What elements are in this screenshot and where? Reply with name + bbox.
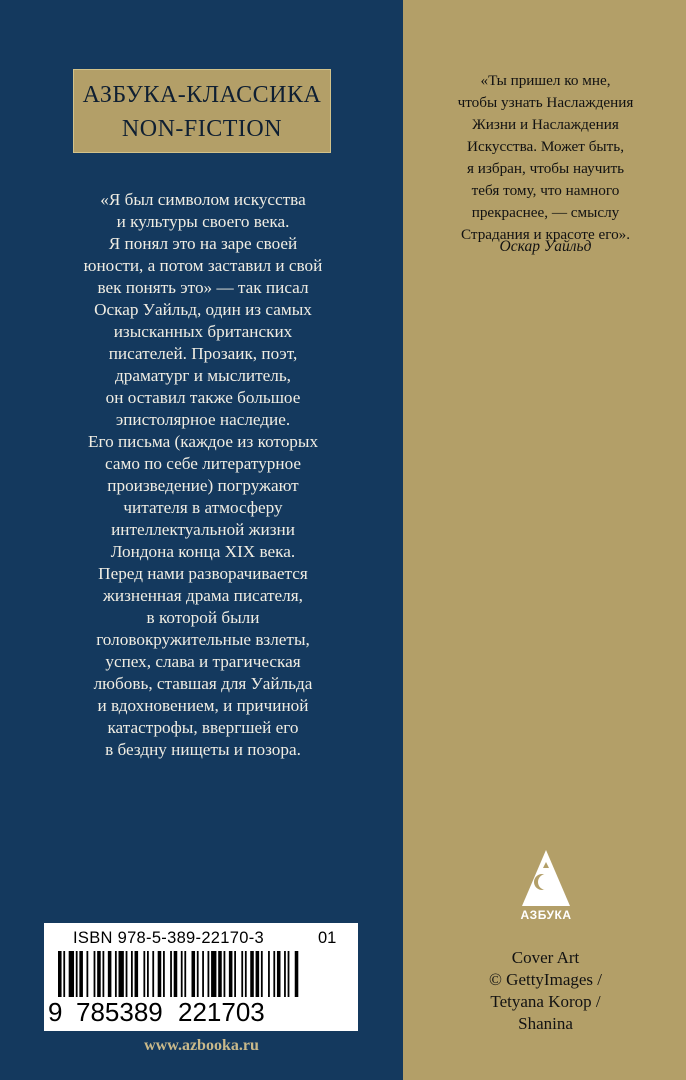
description-line: эпистолярное наследие.: [115, 410, 291, 429]
series-badge: [73, 69, 331, 153]
description-line: любовь, ставшая для Уайльда: [93, 674, 313, 693]
barcode-bar: [63, 951, 65, 997]
barcode-bar: [268, 951, 270, 997]
quote-author: Оскар Уайльд: [499, 238, 592, 255]
barcode-bar: [202, 951, 204, 997]
publisher-website[interactable]: www.azbooka.ru: [144, 1037, 259, 1054]
barcode-bar: [284, 951, 286, 997]
barcode-bar: [184, 951, 186, 997]
barcode-bar: [192, 951, 196, 997]
quote-line: прекраснее, — смыслу: [471, 204, 620, 221]
book-description: [40, 189, 366, 761]
description-line: Перед нами разворачивается: [98, 564, 308, 583]
isbn-label: ISBN 978-5-389-22170-3: [73, 929, 264, 947]
barcode-bar: [143, 951, 145, 997]
barcode-bar: [79, 951, 83, 997]
barcode-bar: [126, 951, 128, 997]
description-line: драматург и мыслитель,: [115, 366, 291, 385]
description-line: изысканных британских: [113, 322, 293, 341]
barcode-bar: [135, 951, 139, 997]
quote-line: Страдания и красоте его».: [460, 226, 631, 243]
barcode-bar: [94, 951, 96, 997]
description-line: в которой были: [146, 608, 260, 627]
description-line: юности, а потом заставил и свой: [83, 256, 323, 275]
credits-line: Tetyana Korop /: [490, 992, 601, 1011]
quote-line: Искусства. Может быть,: [467, 138, 624, 155]
quote-line: Жизни и Наслаждения: [472, 116, 619, 133]
barcode-bar: [158, 951, 162, 997]
quote-line: «Ты пришел ко мне,: [480, 72, 611, 89]
description-line: писателей. Прозаик, поэт,: [108, 344, 298, 363]
series-subtitle: NON-FICTION: [121, 116, 283, 142]
quote-line: я избран, чтобы научить: [466, 160, 625, 177]
credits-line: Cover Art: [511, 948, 580, 967]
barcode-bar: [250, 951, 254, 997]
description-line: Я понял это на заре своей: [108, 234, 298, 253]
description-line: Его письма (каждое из которых: [87, 432, 319, 451]
description-line: Лондона конца XIX века.: [110, 542, 296, 561]
barcode-bar: [245, 951, 247, 997]
price-code: 01: [318, 929, 337, 947]
author-quote: [416, 70, 675, 246]
barcode-bar: [288, 951, 290, 997]
barcode-bar: [69, 951, 74, 997]
barcode-bar: [152, 951, 154, 997]
description-line: само по себе литературное: [104, 454, 302, 473]
description-line: жизненная драма писателя,: [103, 586, 303, 605]
barcode-bar: [76, 951, 78, 997]
barcode-digit-group-left: 785389: [76, 997, 163, 1027]
barcode-bar: [256, 951, 260, 997]
barcode-bar: [131, 951, 133, 997]
barcode-bar: [229, 951, 233, 997]
barcode-digit-group-right: 221703: [178, 997, 265, 1027]
quote-line: чтобы узнать Наслаждения: [457, 94, 634, 111]
barcode-bar: [261, 951, 263, 997]
description-line: он оставил также большое: [105, 388, 301, 407]
description-line: и культуры своего века.: [116, 212, 290, 231]
barcode-bar: [170, 951, 172, 997]
barcode-bar: [86, 951, 88, 997]
description-line: век понять это» — так писал: [97, 278, 309, 297]
barcode-bar: [174, 951, 178, 997]
barcode-bar: [119, 951, 124, 997]
barcode-bar: [197, 951, 199, 997]
description-line: катастрофы, ввергшей его: [107, 718, 299, 737]
description-line: «Я был символом искусства: [100, 190, 306, 209]
description-line: интеллектуальной жизни: [111, 520, 295, 539]
series-title: АЗБУКА-КЛАССИКА: [82, 82, 322, 108]
barcode-bar: [277, 951, 281, 997]
barcode-bar: [211, 951, 216, 997]
credits-line: © GettyImages /: [489, 970, 602, 989]
azbuka-triangle-logo-icon: [520, 848, 572, 908]
description-line: головокружительные взлеты,: [96, 630, 310, 649]
quote-line: тебя тому, что намного: [471, 182, 620, 199]
barcode-bar: [273, 951, 275, 997]
barcode-bar: [108, 951, 112, 997]
description-line: читателя в атмосферу: [123, 498, 283, 517]
description-line: успех, слава и трагическая: [105, 652, 301, 671]
barcode-bar: [115, 951, 117, 997]
barcode-bar: [163, 951, 165, 997]
publisher-logo: [506, 848, 586, 924]
barcode-bar: [224, 951, 226, 997]
barcode-bar: [241, 951, 243, 997]
barcode-bar: [218, 951, 222, 997]
barcode-bar: [103, 951, 105, 997]
barcode-bar: [58, 951, 62, 997]
barcode-digit-prefix: 9: [48, 997, 63, 1027]
description-line: в бездну нищеты и позора.: [105, 740, 301, 759]
barcode-bar: [208, 951, 210, 997]
cover-art-credits: [416, 947, 675, 1035]
barcode-bar: [147, 951, 149, 997]
description-line: произведение) погружают: [107, 476, 299, 495]
description-line: Оскар Уайльд, один из самых: [94, 300, 312, 319]
barcode-bar: [234, 951, 236, 997]
barcode-bar: [97, 951, 101, 997]
publisher-logo-text: АЗБУКА: [520, 908, 572, 922]
credits-line: Shanina: [518, 1014, 573, 1033]
barcode-bar: [295, 951, 299, 997]
description-line: и вдохновением, и причиной: [97, 696, 309, 715]
barcode-bar: [181, 951, 183, 997]
